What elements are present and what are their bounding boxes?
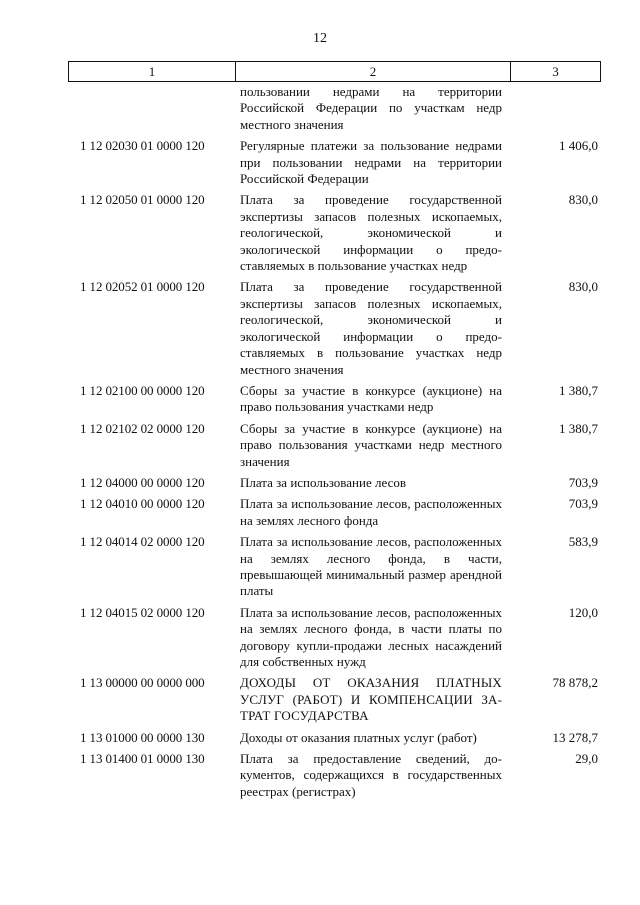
table-row [68,192,601,274]
budget-code: 1 13 00000 00 0000 000 [80,675,205,691]
income-name: Плата за проведение государственной экспертизы запасов полезных ископаемых, геологической, экономической и экологической информации о предоставляемых в пользование участках недр [240,192,502,274]
header-col-3: 3 [552,64,559,79]
budget-code: 1 12 02102 02 0000 120 [80,420,205,436]
amount: 830,0 [568,279,598,295]
amount: 120,0 [568,604,598,620]
income-name: Плата за предоставление сведений, документов, содержащихся в государственных реестрах (регистрах) [240,751,502,799]
income-name: Плата за использование лесов [240,474,406,490]
income-name: Плата за использование лесов, расположенных на землях лесного фонда [240,496,502,528]
amount: 703,9 [568,474,598,490]
page-number: 12 [313,31,327,46]
amount [510,84,601,133]
amount: 1 380,7 [559,420,598,436]
budget-code: 1 13 01400 01 0000 130 [80,751,205,767]
amount: 583,9 [568,534,598,550]
amount: 1 380,7 [559,382,598,398]
budget-code: 1 12 02100 00 0000 120 [80,382,205,398]
table-row [68,279,601,377]
amount: 13 278,7 [552,729,598,745]
budget-code: 1 12 04010 00 0000 120 [80,496,205,512]
income-name: Плата за использование лесов, расположенных на землях лесного фонда, в части, превышающей минимальный размер арендной платы [240,534,502,599]
income-name: Регулярные платежи за пользование недрами при пользовании недрами на территории Российской Федерации [240,138,502,187]
income-name: ДОХОДЫ ОТ ОКАЗАНИЯ ПЛАТНЫХ УСЛУГ (РАБОТ) И КОМПЕНСАЦИИ ЗАТРАТ ГОСУДАРСТВА [240,675,502,724]
amount: 830,0 [568,192,598,208]
budget-code: 1 12 02050 01 0000 120 [80,192,205,208]
table-row [68,675,601,724]
table-header [68,61,601,82]
table-row [68,84,601,133]
header-col-2: 2 [236,62,511,81]
budget-code: 1 13 01000 00 0000 130 [80,729,205,745]
table-row [68,496,601,529]
budget-code [68,84,235,133]
amount: 78 878,2 [552,675,598,691]
table-row [68,605,601,671]
amount: 703,9 [568,496,598,512]
budget-code: 1 12 02030 01 0000 120 [80,138,205,154]
income-name: Сборы за участие в конкурсе (аукционе) на право пользования участками недр местного значения [240,420,502,469]
budget-code: 1 12 04014 02 0000 120 [80,534,205,550]
table-row [68,730,601,746]
income-name: Плата за использование лесов, расположенных на землях лесного фонда, в части платы по договору купли-продажи лесных насаждений для собственных нужд [240,604,502,669]
budget-code: 1 12 02052 01 0000 120 [80,279,205,295]
table-row [68,534,601,600]
income-name: пользовании недрами на территории Российской Федерации по участкам недр местного значения [240,84,502,132]
income-name: Сборы за участие в конкурсе (аукционе) на право пользования участками недр [240,382,502,415]
table-row [68,421,601,470]
table-row [68,383,601,416]
table-row [68,751,601,800]
budget-code: 1 12 04000 00 0000 120 [80,474,205,490]
table-row [68,475,601,491]
table-body [68,84,601,800]
table-row [68,138,601,187]
income-name: Доходы от оказания платных услуг (работ) [240,729,477,745]
header-col-1: 1 [69,62,236,81]
income-name: Плата за проведение государственной экспертизы запасов полезных ископаемых, геологической, экономической и экологической информации о предоставляемых в пользование участках недр местного значения [240,279,502,377]
amount: 1 406,0 [559,138,598,154]
amount: 29,0 [575,751,598,767]
budget-code: 1 12 04015 02 0000 120 [80,604,205,620]
